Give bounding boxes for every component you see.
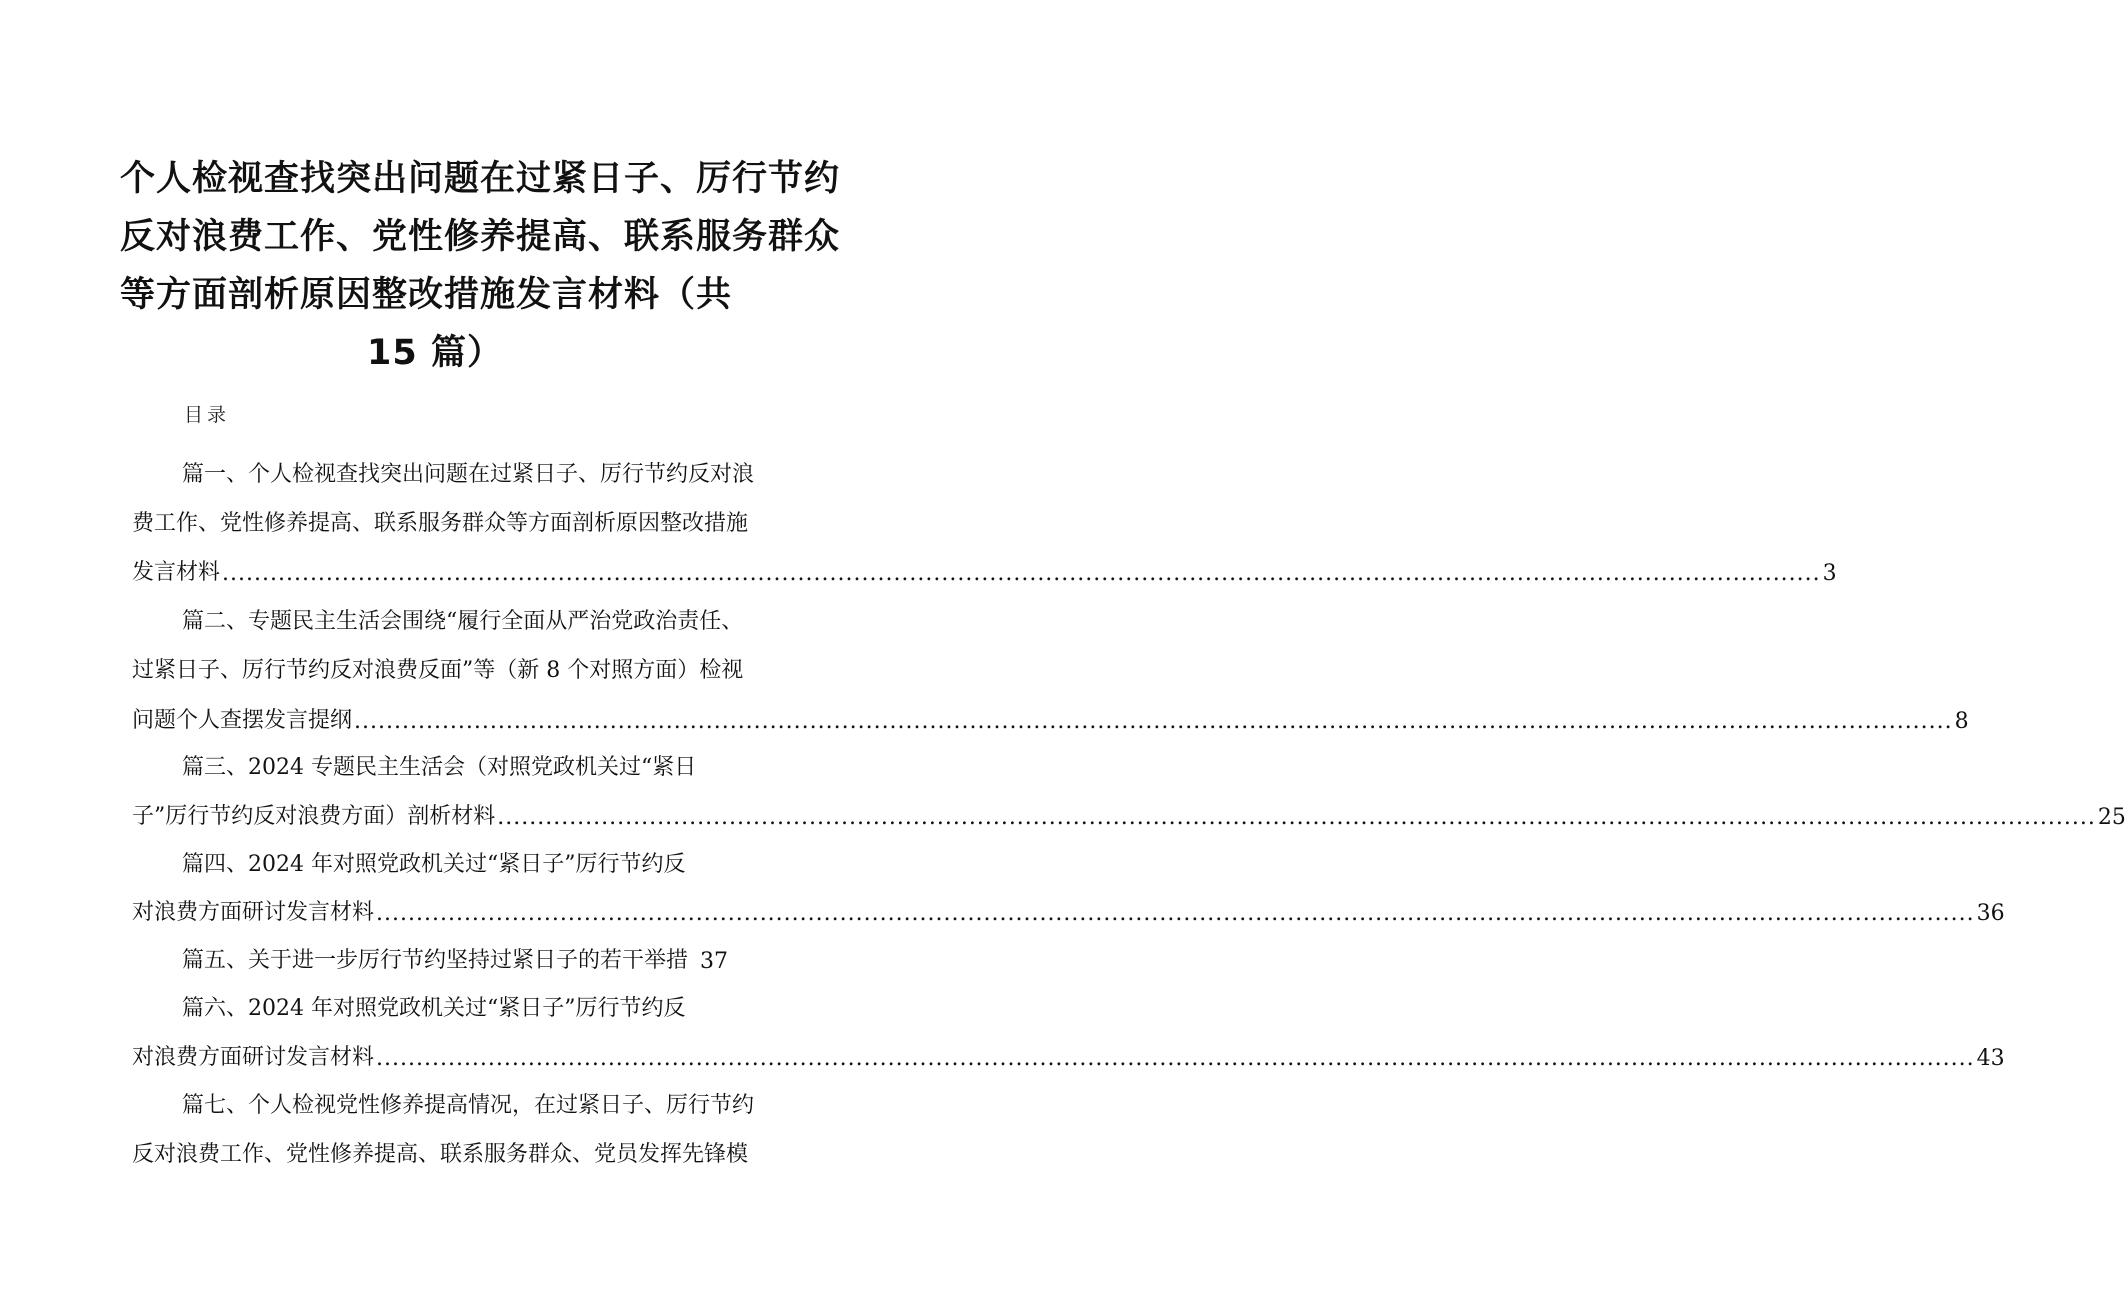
toc-entry-line[interactable] — [182, 741, 696, 781]
toc-entry-line[interactable] — [132, 790, 2126, 830]
toc-page-number: 25 — [2097, 805, 2126, 830]
toc-entry-text: 篇二、专题民主生活会围绕“履行全面从严治党政治责任、 — [182, 609, 744, 634]
toc-entry-text: 对浪费方面研讨发言材料 — [132, 1045, 375, 1070]
toc-leader-dots: ........................................................................................................................................................................................................ — [354, 709, 1953, 734]
toc-page-number: 3 — [1822, 561, 1837, 586]
toc-heading: 目录 — [184, 404, 231, 426]
toc-leader-dots: ........................................................................................................................................................................................................ — [222, 561, 1821, 586]
toc-entry-line[interactable] — [182, 448, 754, 488]
toc-leader-dots: ........................................................................................................................................................................................................ — [376, 901, 1975, 926]
toc-entry-line[interactable] — [132, 644, 743, 684]
toc-page-number: 43 — [1976, 1046, 2005, 1071]
toc-page-number: 37 — [700, 949, 729, 974]
title-line: 15 篇） — [367, 333, 503, 373]
toc-entry-line[interactable] — [132, 546, 1837, 586]
toc-entry-line[interactable] — [132, 694, 1969, 734]
toc-entry-line[interactable] — [182, 934, 745, 974]
toc-entry-line[interactable] — [132, 1031, 2005, 1071]
title-line: 个人检视查找突出问题在过紧日子、厉行节约 — [120, 159, 841, 199]
toc-leader-dots: ........................................................................................................................................................................................................ — [497, 805, 2096, 830]
toc-leader-dots: ........................................................................................................................................................................................................ — [376, 1046, 1975, 1071]
toc-entry-text: 篇一、个人检视查找突出问题在过紧日子、厉行节约反对浪 — [182, 462, 755, 487]
toc-entry-text: 篇六、2024 年对照党政机关过“紧日子”厉行节约反 — [182, 996, 686, 1021]
title-line: 等方面剖析原因整改措施发言材料（共 — [120, 275, 733, 315]
toc-entry-line[interactable] — [182, 595, 743, 635]
toc-entry-text: 过紧日子、厉行节约反对浪费反面”等（新 8 个对照方面）检视 — [132, 658, 744, 683]
toc-page-number: 36 — [1976, 901, 2005, 926]
toc-entry-line[interactable] — [182, 1079, 754, 1119]
toc-entry-text: 子”厉行节约反对浪费方面）剖析材料 — [132, 804, 496, 829]
toc-entry-text: 篇五、关于进一步厉行节约坚持过紧日子的若干举措 — [182, 948, 689, 973]
toc-entry-line[interactable] — [132, 497, 748, 537]
toc-entry-text: 篇三、2024 专题民主生活会（对照党政机关过“紧日 — [182, 755, 697, 780]
toc-entry-text: 篇四、2024 年对照党政机关过“紧日子”厉行节约反 — [182, 852, 686, 877]
toc-entry-line[interactable] — [182, 982, 685, 1022]
toc-entry-text: 问题个人查摆发言提纲 — [132, 708, 353, 733]
toc-page-number: 8 — [1954, 709, 1969, 734]
title-line: 反对浪费工作、党性修养提高、联系服务群众 — [120, 217, 841, 257]
toc-entry-text: 篇七、个人检视党性修养提高情况，在过紧日子、厉行节约 — [182, 1093, 755, 1118]
toc-entry-line[interactable] — [132, 1128, 748, 1168]
toc-entry-line[interactable] — [182, 838, 685, 878]
toc-entry-text: 对浪费方面研讨发言材料 — [132, 900, 375, 925]
toc-entry-line[interactable] — [132, 886, 2005, 926]
toc-entry-text: 反对浪费工作、党性修养提高、联系服务群众、党员发挥先锋模 — [132, 1142, 749, 1167]
toc-entry-text: 费工作、党性修养提高、联系服务群众等方面剖析原因整改措施 — [132, 511, 749, 536]
toc-entry-text: 发言材料 — [132, 560, 221, 585]
